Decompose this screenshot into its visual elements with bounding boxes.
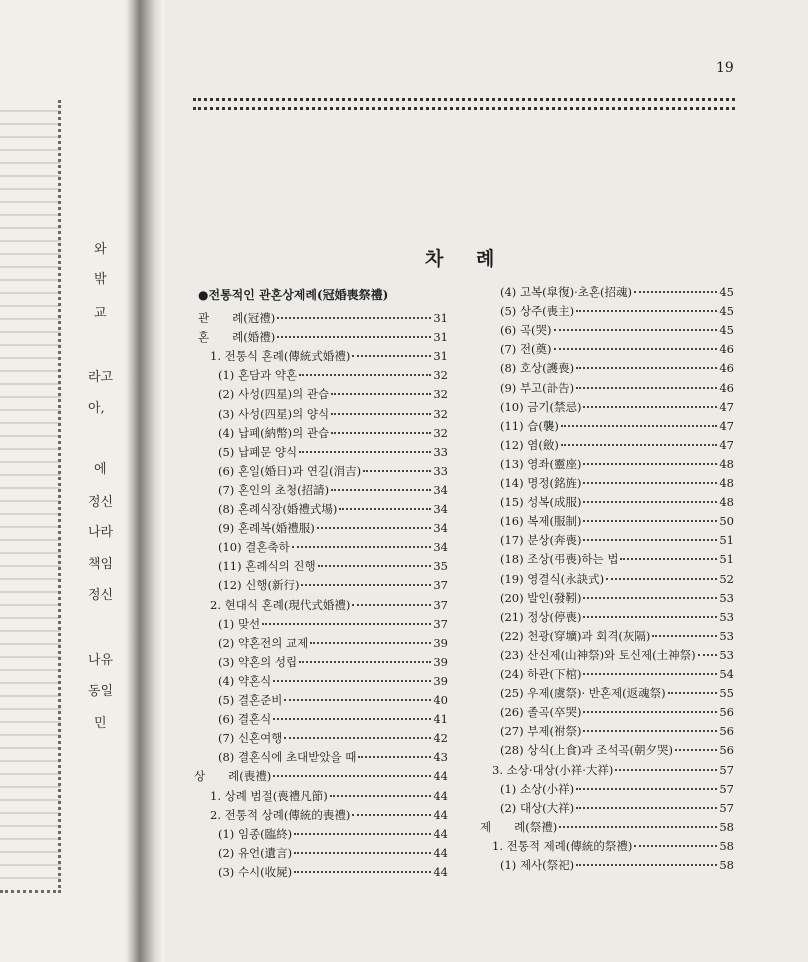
toc-entry-page: 32 xyxy=(433,387,448,402)
toc-entry xyxy=(500,437,734,456)
toc-entry-page: 47 xyxy=(719,437,734,452)
toc-entry-page: 31 xyxy=(433,311,448,325)
toc-entry xyxy=(500,704,734,723)
toc-entry xyxy=(500,551,734,570)
toc-leader-dots xyxy=(576,788,717,790)
toc-entry xyxy=(500,590,734,609)
toc-entry xyxy=(218,692,448,711)
toc-entry xyxy=(492,838,734,857)
toc-entry-label: (8) 호상(護喪) xyxy=(500,361,575,376)
toc-entry xyxy=(218,501,448,520)
toc-entry xyxy=(500,322,734,341)
toc-leader-dots xyxy=(634,291,717,293)
toc-leader-dots xyxy=(352,814,431,816)
page-title-first: 차 xyxy=(425,248,444,270)
toc-leader-dots xyxy=(294,852,431,854)
toc-entry-label: 1. 상례 범절(喪禮凡節) xyxy=(210,788,328,803)
toc-leader-dots xyxy=(698,654,718,656)
toc-entry-label: (11) 혼례식의 진행 xyxy=(218,559,316,574)
toc-leader-dots xyxy=(652,635,717,637)
toc-entry-page: 57 xyxy=(719,800,734,815)
toc-entry xyxy=(500,742,734,761)
toc-entry xyxy=(218,673,448,692)
toc-leader-dots xyxy=(277,317,431,319)
toc-entry-label: (6) 곡(哭) xyxy=(500,323,552,338)
toc-leader-dots xyxy=(331,432,431,434)
toc-entry-page: 32 xyxy=(433,425,448,440)
left-page-fragment: 정신 xyxy=(88,588,114,603)
toc-entry xyxy=(218,386,448,405)
toc-entry-page: 47 xyxy=(719,399,734,414)
toc-leader-dots xyxy=(262,623,431,625)
toc-entry-label: 제 례(祭禮) xyxy=(480,819,558,834)
toc-entry-label: 3. 소상·대상(小祥·大祥) xyxy=(492,762,614,777)
toc-leader-dots xyxy=(299,661,431,663)
toc-entry xyxy=(500,456,734,475)
toc-entry xyxy=(500,418,734,437)
toc-entry xyxy=(500,399,734,418)
toc-entry xyxy=(210,348,448,367)
toc-entry-label: (17) 분상(奔喪) xyxy=(500,533,582,548)
toc-entry xyxy=(218,425,448,444)
toc-leader-dots xyxy=(583,501,717,503)
toc-entry-label: (25) 우제(虞祭)· 반혼제(返魂祭) xyxy=(500,686,666,701)
toc-leader-dots xyxy=(331,489,431,491)
left-page-fragment: 민 xyxy=(94,716,107,731)
toc-entry xyxy=(500,609,734,628)
toc-entry-page: 53 xyxy=(719,609,734,624)
toc-entry-page: 37 xyxy=(433,597,448,612)
toc-leader-dots xyxy=(583,539,717,541)
toc-entry-page: 43 xyxy=(433,750,448,765)
toc-entry xyxy=(194,768,448,787)
toc-entry-page: 45 xyxy=(719,285,734,299)
toc-entry-label: (5) 납폐문 양식 xyxy=(218,444,298,459)
toc-leader-dots xyxy=(339,508,431,510)
toc-entry-page: 35 xyxy=(433,559,448,574)
toc-entry xyxy=(500,628,734,647)
toc-entry-page: 46 xyxy=(719,361,734,376)
toc-entry-label: 상 례(喪禮) xyxy=(194,769,272,784)
toc-entry-page: 46 xyxy=(719,342,734,357)
toc-entry-page: 55 xyxy=(719,686,734,701)
toc-entry-page: 45 xyxy=(719,323,734,338)
toc-leader-dots xyxy=(675,749,717,751)
toc-leader-dots xyxy=(273,680,431,682)
toc-entry xyxy=(500,800,734,819)
toc-leader-dots xyxy=(318,565,432,567)
toc-entry-page: 48 xyxy=(719,476,734,490)
toc-entry xyxy=(218,635,448,654)
toc-entry-page: 40 xyxy=(433,693,448,707)
toc-entry xyxy=(218,845,448,864)
toc-entry-page: 56 xyxy=(719,724,734,739)
toc-leader-dots xyxy=(561,444,718,446)
toc-entry-page: 33 xyxy=(433,463,448,478)
toc-entry-label: (23) 산신제(山神祭)와 토신제(土神祭) xyxy=(500,647,696,662)
left-page-fragment: 와 xyxy=(94,242,107,257)
toc-entry-label: (26) 졸곡(卒哭) xyxy=(500,705,582,720)
toc-leader-dots xyxy=(634,845,717,847)
toc-entry xyxy=(210,597,448,616)
toc-entry-page: 54 xyxy=(719,667,734,681)
toc-leader-dots xyxy=(583,482,717,484)
toc-entry-page: 53 xyxy=(719,647,734,662)
toc-entry xyxy=(198,329,448,348)
toc-entry-page: 37 xyxy=(433,616,448,631)
toc-leader-dots xyxy=(292,546,432,548)
toc-entry-label: (2) 약혼전의 교제 xyxy=(218,635,309,650)
toc-entry xyxy=(218,558,448,577)
toc-entry xyxy=(500,494,734,513)
toc-leader-dots xyxy=(576,387,717,389)
toc-entry xyxy=(218,826,448,845)
toc-entry xyxy=(500,341,734,360)
toc-leader-dots xyxy=(554,348,718,350)
toc-entry xyxy=(218,367,448,386)
toc-leader-dots xyxy=(583,406,717,408)
toc-entry xyxy=(218,482,448,501)
toc-entry-label: (20) 발인(發靷) xyxy=(500,590,582,605)
toc-entry-label: (1) 제사(祭祀) xyxy=(500,858,575,872)
toc-entry-page: 44 xyxy=(433,826,448,841)
toc-entry xyxy=(218,864,448,883)
toc-entry-label: (8) 결혼식에 초대받았을 때 xyxy=(218,750,357,765)
toc-leader-dots xyxy=(277,336,431,338)
left-page-fragment: 나라 xyxy=(88,525,114,540)
toc-entry xyxy=(218,577,448,596)
toc-entry xyxy=(500,647,734,666)
toc-entry-label: (27) 부제(祔祭) xyxy=(500,724,582,739)
toc-entry xyxy=(500,723,734,742)
toc-entry-page: 52 xyxy=(719,571,734,586)
toc-leader-dots xyxy=(331,393,431,395)
toc-entry-label: (12) 염(斂) xyxy=(500,437,559,452)
toc-entry xyxy=(500,303,734,322)
toc-entry-page: 44 xyxy=(433,807,448,822)
toc-entry-page: 44 xyxy=(433,864,448,879)
toc-leader-dots xyxy=(583,463,717,465)
toc-leader-dots xyxy=(301,584,431,586)
toc-entry-page: 34 xyxy=(433,540,448,555)
toc-leader-dots xyxy=(559,826,717,828)
toc-entry-label: 2. 현대식 혼례(現代式婚禮) xyxy=(210,597,351,612)
toc-leader-dots xyxy=(576,807,717,809)
toc-entry xyxy=(210,788,448,807)
toc-entry-label: (5) 결혼준비 xyxy=(218,693,283,707)
toc-entry-label: (1) 임종(臨終) xyxy=(218,826,293,841)
toc-entry-label: (21) 정상(停喪) xyxy=(500,609,582,624)
toc-entry-label: (6) 결혼식 xyxy=(218,712,272,727)
toc-entry xyxy=(218,406,448,425)
toc-entry-label: (7) 신혼여행 xyxy=(218,731,283,746)
toc-leader-dots xyxy=(352,604,431,606)
toc-entry-label: (11) 습(襲) xyxy=(500,418,559,433)
toc-entry-label: (9) 혼례복(婚禮服) xyxy=(218,521,315,536)
toc-entry-page: 50 xyxy=(719,514,734,529)
toc-entry-label: (13) 영좌(靈座) xyxy=(500,456,582,471)
toc-leader-dots xyxy=(561,425,718,427)
toc-entry xyxy=(198,310,448,329)
toc-entry-page: 44 xyxy=(433,788,448,803)
toc-entry-page: 58 xyxy=(719,838,734,853)
toc-entry-label: (14) 명정(銘旌) xyxy=(500,476,582,490)
toc-leader-dots xyxy=(583,597,717,599)
toc-entry-label: (2) 사성(四星)의 관습 xyxy=(218,387,330,402)
toc-leader-dots xyxy=(615,769,717,771)
toc-entry-label: (19) 영결식(永訣式) xyxy=(500,571,605,586)
toc-entry-label: (3) 약혼의 성립 xyxy=(218,654,298,669)
left-page-fragment: 동일 xyxy=(88,684,114,699)
toc-entry-label: (22) 천광(穿壙)과 회격(灰隔) xyxy=(500,628,651,643)
toc-leader-dots xyxy=(273,775,431,777)
book-gutter xyxy=(126,0,164,962)
toc-leader-dots xyxy=(583,616,717,618)
section-heading: ●전통적인 관혼상제례(冠婚喪祭禮) xyxy=(198,288,389,302)
toc-entry xyxy=(218,520,448,539)
toc-entry-page: 32 xyxy=(433,406,448,421)
toc-entry-page: 56 xyxy=(719,705,734,720)
toc-entry-page: 41 xyxy=(433,712,448,727)
header-rule xyxy=(193,98,735,110)
toc-entry xyxy=(500,475,734,494)
toc-leader-dots xyxy=(330,795,432,797)
toc-leader-dots xyxy=(294,871,431,873)
toc-leader-dots xyxy=(284,699,431,701)
decorative-border xyxy=(0,100,61,893)
toc-entry xyxy=(218,463,448,482)
toc-leader-dots xyxy=(583,673,717,675)
toc-entry xyxy=(500,571,734,590)
toc-entry-label: (5) 상주(喪主) xyxy=(500,304,575,319)
toc-entry-page: 31 xyxy=(433,349,448,364)
toc-entry-page: 32 xyxy=(433,368,448,383)
toc-entry-page: 37 xyxy=(433,578,448,593)
toc-entry xyxy=(500,781,734,800)
toc-leader-dots xyxy=(620,558,717,560)
toc-leader-dots xyxy=(576,310,717,312)
toc-entry-page: 31 xyxy=(433,330,448,345)
toc-entry-page: 34 xyxy=(433,502,448,516)
toc-entry-label: (3) 수시(收屍) xyxy=(218,864,293,879)
toc-entry-label: 2. 전통적 상례(傳統的喪禮) xyxy=(210,807,351,822)
left-page-fragment: 나유 xyxy=(88,653,114,668)
toc-leader-dots xyxy=(299,374,431,376)
toc-entry xyxy=(218,730,448,749)
toc-entry-page: 44 xyxy=(433,845,448,860)
toc-entry-label: (1) 소상(小祥) xyxy=(500,781,575,796)
toc-entry xyxy=(500,360,734,379)
toc-entry xyxy=(500,532,734,551)
toc-entry-page: 48 xyxy=(719,495,734,510)
toc-entry-label: (1) 혼담과 약혼 xyxy=(218,368,298,383)
toc-entry-page: 39 xyxy=(433,635,448,650)
toc-entry-page: 47 xyxy=(719,418,734,433)
toc-entry-page: 51 xyxy=(719,552,734,567)
toc-leader-dots xyxy=(331,413,431,415)
toc-entry-page: 53 xyxy=(719,590,734,605)
toc-leader-dots xyxy=(583,730,717,732)
toc-entry-label: (18) 조상(弔喪)하는 법 xyxy=(500,552,619,567)
toc-leader-dots xyxy=(317,527,432,529)
toc-leader-dots xyxy=(352,355,431,357)
toc-entry-label: (7) 전(奠) xyxy=(500,342,552,357)
toc-entry-label: (10) 결혼축하 xyxy=(218,540,290,555)
toc-entry-page: 58 xyxy=(719,819,734,834)
toc-entry-page: 39 xyxy=(433,654,448,669)
toc-entry-label: 관 례(冠禮) xyxy=(198,311,276,325)
toc-entry-page: 53 xyxy=(719,628,734,643)
toc-entry-label: (8) 혼례식장(婚禮式場) xyxy=(218,502,338,516)
left-page-fragment: 책임 xyxy=(88,557,114,572)
left-page-fragment: 교 xyxy=(94,306,107,321)
toc-entry-page: 48 xyxy=(719,456,734,471)
page-number: 19 xyxy=(716,60,734,76)
toc-entry-page: 45 xyxy=(719,304,734,319)
left-page-fragment: 라고 xyxy=(88,370,114,385)
left-page-fragment: 정신 xyxy=(88,495,114,510)
toc-leader-dots xyxy=(554,329,718,331)
toc-entry xyxy=(218,711,448,730)
toc-entry-label: (7) 혼인의 초청(招請) xyxy=(218,482,330,497)
toc-entry-page: 57 xyxy=(719,781,734,796)
toc-entry xyxy=(218,539,448,558)
toc-leader-dots xyxy=(284,737,431,739)
toc-entry-page: 42 xyxy=(433,731,448,746)
left-page-fragment: 에 xyxy=(94,462,107,477)
toc-entry xyxy=(218,444,448,463)
page-title-second: 례 xyxy=(476,248,495,270)
toc-leader-dots xyxy=(576,367,717,369)
toc-entry xyxy=(492,762,734,781)
toc-entry xyxy=(218,749,448,768)
toc-entry xyxy=(500,685,734,704)
toc-entry xyxy=(210,807,448,826)
toc-leader-dots xyxy=(358,756,431,758)
toc-entry-page: 34 xyxy=(433,521,448,536)
toc-entry-label: (3) 사성(四星)의 양식 xyxy=(218,406,330,421)
toc-entry-label: (4) 납폐(納幣)의 관습 xyxy=(218,425,330,440)
toc-entry-label: (12) 신행(新行) xyxy=(218,578,300,593)
toc-entry-label: 1. 전통적 제례(傳統的祭禮) xyxy=(492,838,633,853)
toc-entry xyxy=(218,616,448,635)
toc-entry xyxy=(480,819,734,838)
toc-entry-label: (6) 혼일(婚日)과 연길(涓吉) xyxy=(218,463,362,478)
toc-entry xyxy=(500,666,734,685)
toc-entry xyxy=(500,284,734,303)
toc-entry-page: 58 xyxy=(719,858,734,872)
toc-entry-label: 혼 례(婚禮) xyxy=(198,330,276,345)
toc-entry-label: (10) 금기(禁忌) xyxy=(500,399,582,414)
toc-entry-label: (4) 고복(皐復)·초혼(招魂) xyxy=(500,285,632,299)
toc-entry-page: 39 xyxy=(433,673,448,688)
toc-entry-label: (16) 복제(服制) xyxy=(500,514,582,529)
toc-entry xyxy=(500,857,734,876)
toc-entry-label: (24) 하관(下棺) xyxy=(500,667,582,681)
left-page xyxy=(0,0,132,962)
left-page-fragment: 밖 xyxy=(94,272,107,287)
toc-leader-dots xyxy=(583,520,717,522)
toc-entry xyxy=(500,513,734,532)
toc-entry-page: 34 xyxy=(433,482,448,497)
toc-entry-label: (15) 성복(成服) xyxy=(500,495,582,510)
toc-entry-page: 33 xyxy=(433,444,448,459)
toc-leader-dots xyxy=(576,864,717,866)
toc-entry-page: 44 xyxy=(433,769,448,784)
toc-leader-dots xyxy=(294,833,431,835)
toc-entry-label: (9) 부고(訃告) xyxy=(500,380,575,395)
toc-leader-dots xyxy=(299,451,431,453)
toc-entry-label: 1. 전통식 혼례(傳統式婚禮) xyxy=(210,349,351,364)
toc-entry-page: 57 xyxy=(719,762,734,777)
toc-entry xyxy=(218,654,448,673)
toc-entry-label: (1) 맞선 xyxy=(218,616,261,631)
toc-entry-label: (28) 상식(上食)과 조석곡(朝夕哭) xyxy=(500,743,674,758)
toc-leader-dots xyxy=(310,642,431,644)
toc-entry-label: (2) 유언(遺言) xyxy=(218,845,293,860)
toc-entry-label: (4) 약혼식 xyxy=(218,673,272,688)
toc-entry-page: 56 xyxy=(719,743,734,758)
toc-entry xyxy=(500,380,734,399)
toc-entry-label: (2) 대상(大祥) xyxy=(500,800,575,815)
toc-leader-dots xyxy=(363,470,431,472)
toc-entry-page: 46 xyxy=(719,380,734,395)
toc-entry-page: 51 xyxy=(719,533,734,548)
toc-leader-dots xyxy=(583,711,717,713)
toc-leader-dots xyxy=(273,718,431,720)
left-page-fragment: 아, xyxy=(88,401,105,416)
toc-leader-dots xyxy=(606,578,717,580)
toc-leader-dots xyxy=(668,692,718,694)
